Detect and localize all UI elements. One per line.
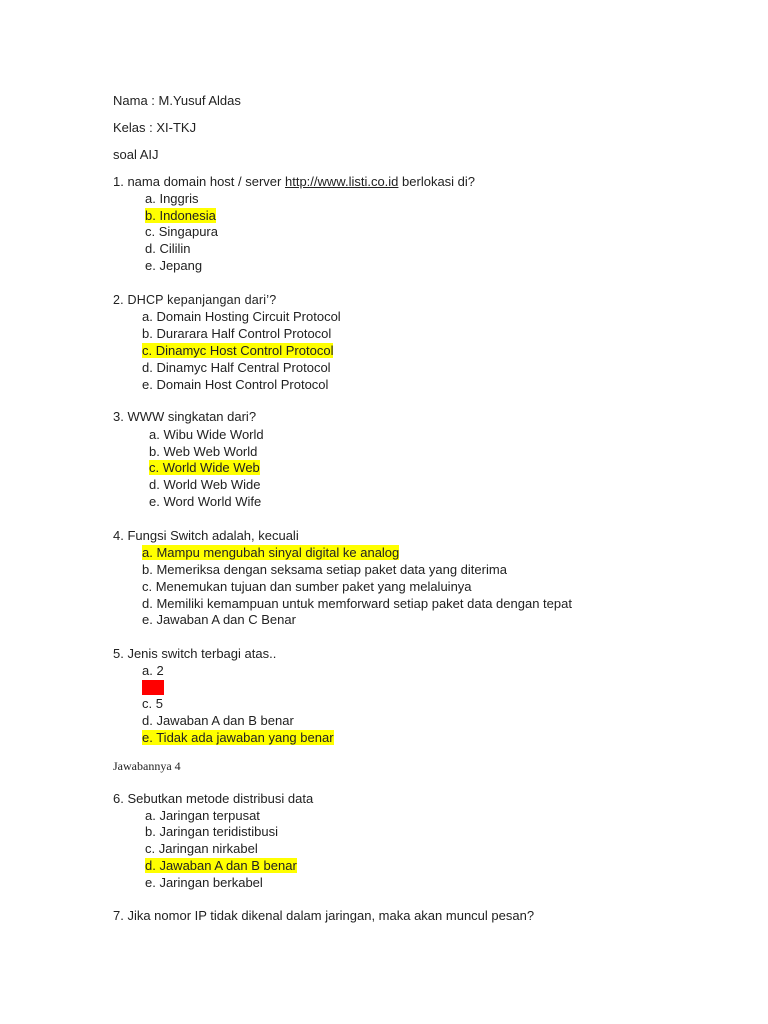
question-1-text: 1. nama domain host / server <box>113 174 285 189</box>
q2-option-b: b. Durarara Half Control Protocol <box>142 326 332 341</box>
q6-option-b: b. Jaringan teridistibusi <box>145 824 278 839</box>
q4-option-a <box>142 545 399 561</box>
q5-option-a: a. 2 <box>142 663 164 678</box>
q5-option-b <box>142 680 164 696</box>
q2-option-e: e. Domain Host Control Protocol <box>142 377 329 392</box>
q1-option-b-highlight: b. Indonesia <box>145 208 216 223</box>
question-7: 7. Jika nomor IP tidak dikenal dalam jaringan, maka akan muncul pesan? <box>113 908 535 923</box>
q2-option-a: a. Domain Hosting Circuit Protocol <box>142 309 341 324</box>
q3-option-a: a. Wibu Wide World <box>149 427 264 442</box>
q4-option-b: b. Memeriksa dengan seksama setiap paket data yang diterima <box>142 562 507 577</box>
q1-option-a: a. Inggris <box>145 191 199 206</box>
q1-option-d: d. Cililin <box>145 241 191 256</box>
question-2: 2. DHCP kepanjangan dari’? <box>113 293 277 307</box>
question-3: 3. WWW singkatan dari? <box>113 409 257 424</box>
student-name: Nama : M.Yusuf Aldas <box>113 93 241 108</box>
document-subject: soal AIJ <box>113 147 159 162</box>
q3-option-b: b. Web Web World <box>149 444 258 459</box>
q4-option-a-highlight: a. Mampu mengubah sinyal digital ke analog <box>142 545 400 560</box>
question-1 <box>113 174 475 190</box>
question-1-suffix: berlokasi di? <box>398 174 476 189</box>
question-4: 4. Fungsi Switch adalah, kecuali <box>113 528 299 543</box>
question-1-link[interactable]: http://www.listi.co.id <box>284 174 399 189</box>
question-5: 5. Jenis switch terbagi atas.. <box>113 646 277 661</box>
q1-option-b <box>145 208 216 224</box>
q2-option-c-highlight: c. Dinamyc Host Control Protocol <box>142 343 334 358</box>
q6-option-e: e. Jaringan berkabel <box>145 875 263 890</box>
q2-option-c <box>142 343 333 359</box>
q4-option-c: c. Menemukan tujuan dan sumber paket yang melaluinya <box>142 579 472 594</box>
q5-option-e-highlight: e. Tidak ada jawaban yang benar <box>142 730 334 745</box>
student-class: Kelas : XI-TKJ <box>113 120 197 135</box>
q4-option-e: e. Jawaban A dan C Benar <box>142 612 296 627</box>
q3-option-d: d. World Web Wide <box>149 477 261 492</box>
question-6: 6. Sebutkan metode distribusi data <box>113 791 314 806</box>
q6-option-a: a. Jaringan terpusat <box>145 808 260 823</box>
q3-option-e: e. Word World Wife <box>149 494 262 509</box>
q2-option-d: d. Dinamyc Half Central Protocol <box>142 360 331 375</box>
q5-option-d: d. Jawaban A dan B benar <box>142 713 294 728</box>
q3-option-c <box>149 460 260 476</box>
q6-option-c: c. Jaringan nirkabel <box>145 841 258 856</box>
q6-option-d-highlight: d. Jawaban A dan B benar <box>145 858 297 873</box>
q5-option-c: c. 5 <box>142 696 163 711</box>
q3-option-c-highlight: c. World Wide Web <box>149 460 260 475</box>
q5-answer-note: Jawabannya 4 <box>113 759 181 773</box>
q6-option-d <box>145 858 297 874</box>
q5-option-b-highlight: b. 3 <box>142 680 164 695</box>
q1-option-e: e. Jepang <box>145 258 203 273</box>
q5-option-e <box>142 730 334 746</box>
q1-option-c: c. Singapura <box>145 224 218 239</box>
q4-option-d: d. Memiliki kemampuan untuk memforward setiap paket data dengan tepat <box>142 596 572 611</box>
